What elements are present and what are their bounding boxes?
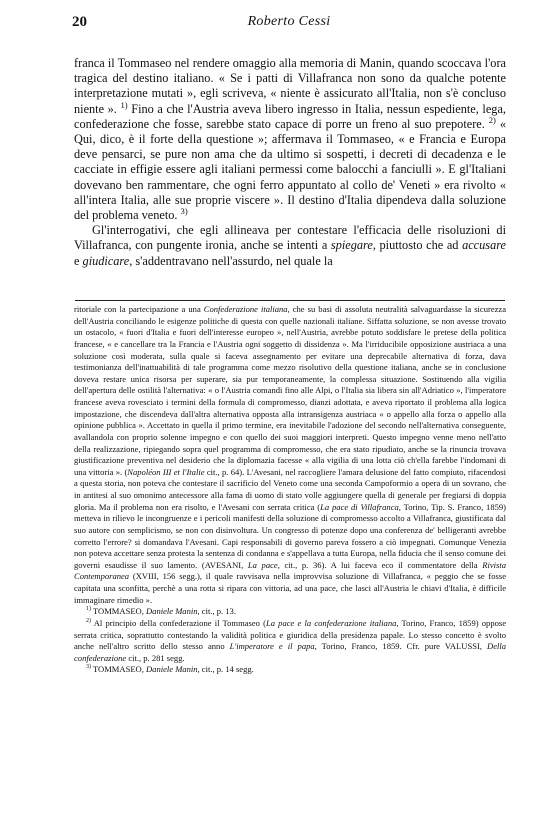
footnotes	[74, 304, 506, 676]
page-number: 20	[72, 14, 87, 30]
body-paragraph: Gl'interrogativi, che egli allineava per contestare l'efficacia delle risoluzioni di Villafranca, con pungente ironia, anche se intenti a spiegare, piuttosto che ad accusare e giudicare, s'addentravano nell'assurdo, nel quale la	[74, 223, 507, 268]
main-text	[74, 56, 506, 269]
footnote-ref: 2)	[488, 114, 496, 125]
footnote-marker: 3)	[86, 664, 91, 671]
footnote-marker: 1)	[86, 606, 91, 613]
footnote-marker: 2)	[86, 618, 91, 625]
footnote-2: $^{2)}$ Al principio della confederazione il Tommaseo (La pace e la confederazione italiana, Torino, Franco, 1859) oppose serrata critica, soprattutto contestando la validità politica e giuridica della presidenza papale. Lo stesso concetto è svolto anche nell'altro scritto dello stesso anno L'imperatore e il papa, Torino, Franco, 1859. Cfr. pure VALUSSI, Della confederazione cit., p. 281 segg.	[74, 617, 507, 663]
footnote-1: $^{1)}$ TOMMASEO, Daniele Manin, cit., p. 13.	[86, 606, 236, 617]
footnote-ref: 1)	[120, 99, 128, 110]
body-paragraph: franca il Tommaseo nel rendere omaggio alla memoria di Manin, quando scoccava l'ora tragica del destino italiano. « Se i patti di Villafranca non sono da qualche potente interpretazione mutati », egli scriveva, « niente è assicurato all'Italia, non s'è concluso niente ». $^{1)}$ Fino a che l'Austria aveva libero ingresso in Italia, nessun espediente, lega, confederazione che fosse, sarebbe stato capace di porre un freno al suo prepotere. $^{2)}$ « Qui, dico, è il forte della questione »; affermava il Tommaseo, « e Francia e Europa deve pensarci, se pure non ama che da ultimo si sospetti, i decreti di decadenza e le cacciate in effigie essere agli italiani permessi come balocchi a fanciulli ». E gl'Italiani dovevano ben rammentare, che ogni ferro appuntato al collo de' Veneti » era rivolto « all'intera Italia, alle sue proprie viscere ». Il destino d'Italia dipendeva dalla soluzione del problema veneto. $^{3)}$	[74, 56, 506, 223]
footnote-ref: 3)	[180, 205, 188, 216]
footnote-divider	[75, 300, 505, 301]
footnote-continuation: ritoriale con la partecipazione a una Confederazione italiana, che su basi di assoluta neutralità salvaguardasse la sicurezza dell'Austria conciliando le esigenze politiche di questa con quelle nazionali italiane. Siffatta soluzione, se non avesse trovato un ostacolo, « fuori d'Italia e fuori dell'interesse europeo », nell'Austria, avrebbe potuto soddisfare le pretese della politica francese, « e cancellare tra la Francia e l'Austria ogni soggetto di dissidenza ». Ma l'irriducibile opposizione austriaca a una soluzione così moderata, sulla quale si faceva assegnamento per evitare una deprecabile alternativa di forza, dava testimonianza dell'inattuabilità di tale programma come mezzo risolutivo della questione italiana, anche se in conclusione doveva restare unica risorsa per superare, sia pur temporaneamente, la complessa situazione. Sostituendo alla vigilia dell'apertura delle ostilità l'alternativa: « o l'Austria comandi fino alle Alpi, o l'Italia sia libera sin all'Adriatico », l'imperatore francese aveva rovesciato i termini della formula di compromesso, dianzi adottata, e aveva riportato il problema alla logica impostazione, che discendeva dall'altra alternativa opposta alla intransigenza austriaca « o appello alla forza o appello alla opinione pubblica ». Accettato in quella il primo termine, era inevitabile l'adozione del secondo nell'alternativa conseguente, avallandola con proprio solenne impegno e con quello dei suoi maggiori interpreti. Questo impegno venne meno nell'atto della realizzazione, ripiegando sopra quel programma di compromesso, che era stato ripudiato, anche se la rinuncia trovava giustificazione preventiva nel desiderio che la diplomazia facesse « alla vigilia di una lotta ciò ch'ella farebbe l'indomani di una vittoria ». (Napoléon III et l'Italie cit., p. 64). L'Avesani, nel raccogliere l'amara delusione del fatto compiuto, rifacendosi a questa storia, non poteva che contestare il sacrificio del Veneto come una seconda Campoformio a opera di un sovrano, che in antitesi al suo omonimo antecessore alla fama di uomo di stato volle aggiungere quella di generale per fregiarsi di doppia gloria. Ma il problema non era risolto, e l'Avesani con serrata critica (La pace di Villafranca, Torino, Tip. S. Franco, 1859) metteva in rilievo le incongruenze e i pericoli manifesti della soluzione di compromesso accolto a Villafranca, giustificata dal suo autore con semplicismo, se non con disinvoltura. Un congresso di potenze dopo una conferenza de' belligeranti avrebbe corretto l'errore? si domandava l'Avesani. Capi responsabili di governo pareva fossero a ciò impegnati. Comunque Venezia non poteva accettare senza protesta la sentenza di condanna e s'appellava a tutta Europa, nella fiducia che il senso comune dei governi esaudisse il suo lamento. (AVESANI, La pace, cit., p. 36). A lui faceva eco il commentatore della Rivista Contemporanea (XVIII, 156 segg.), il quale ravvisava nella improvvisa soluzione di Villafranca, « peggio che se fosse capitata una sconfitta, perchè a una rotta si ripara con vittoria, ad una pace, che lasci all'Austria le chiavi d'Italia, è difficile immaginare rimedio ».	[74, 304, 506, 605]
running-header	[72, 14, 506, 34]
running-head-author: Roberto Cessi	[247, 14, 331, 29]
footnote-3: $^{3)}$ TOMMASEO, Daniele Manin, cit., p. 14 segg.	[86, 664, 254, 675]
